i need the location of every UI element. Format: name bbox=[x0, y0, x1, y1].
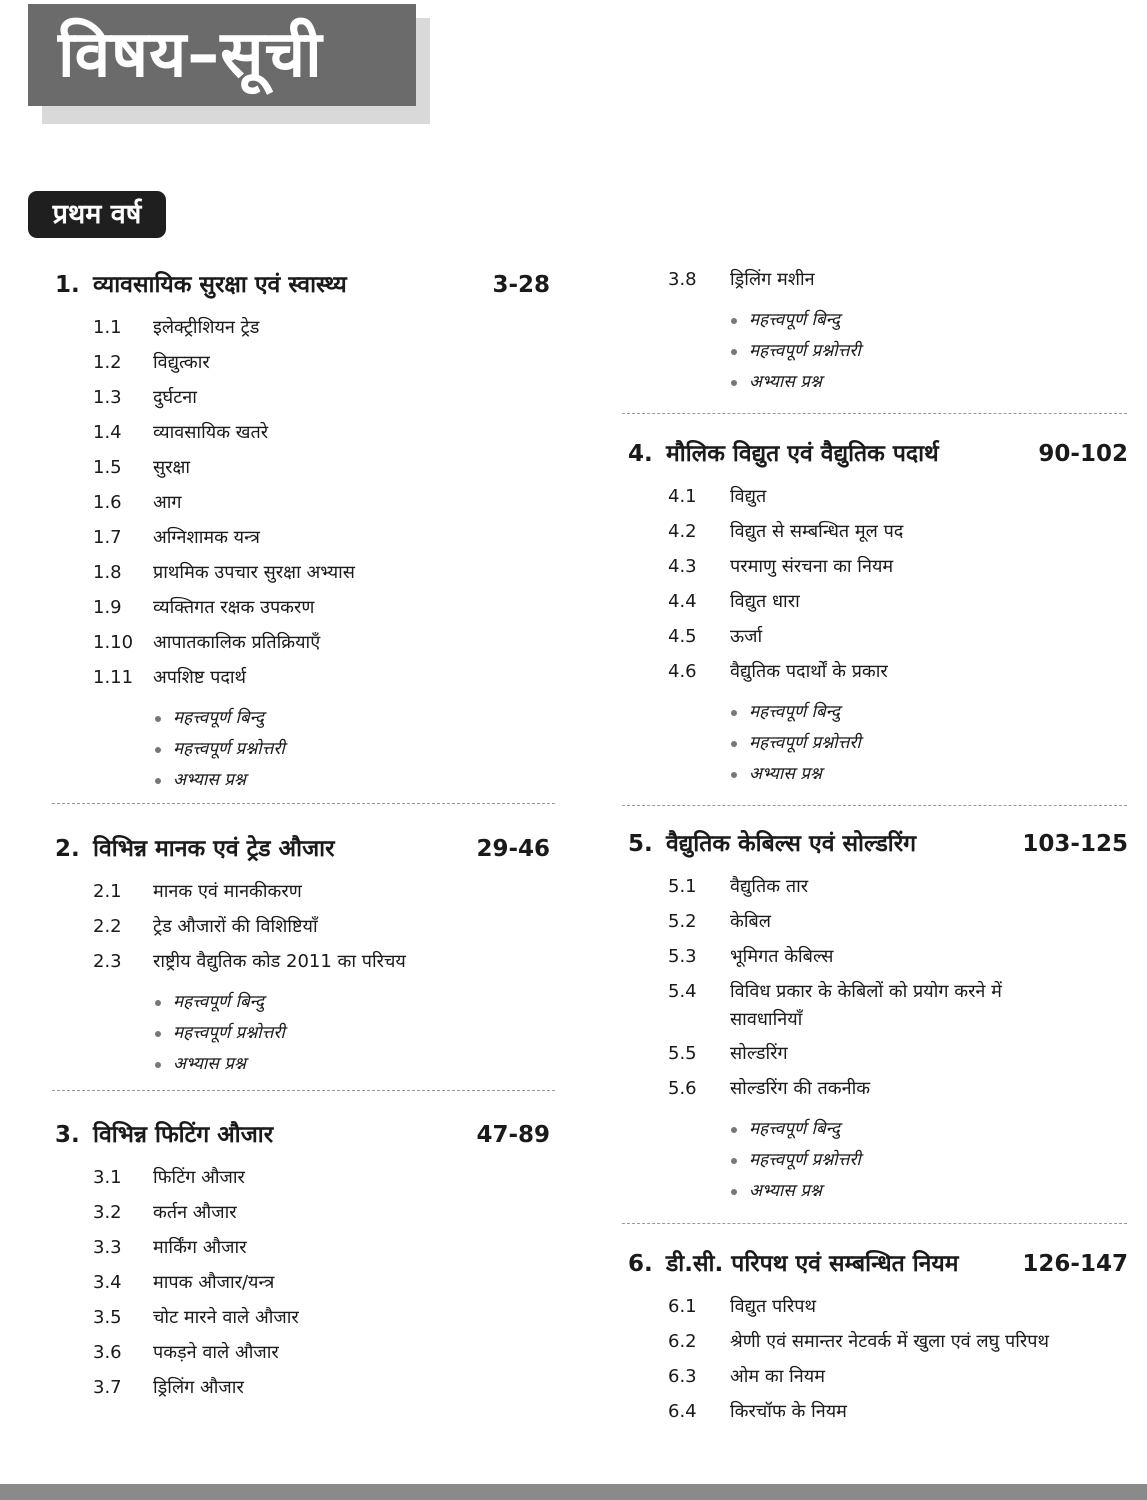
chapter-pages: 3-28 bbox=[492, 272, 550, 298]
entry-label: वैद्युतिक तार bbox=[730, 876, 809, 897]
chapter-extras bbox=[55, 703, 555, 796]
entry-label: दुर्घटना bbox=[153, 387, 197, 408]
chapter-heading[interactable] bbox=[628, 437, 1128, 471]
entry-number: 5.3 bbox=[668, 946, 697, 967]
section-divider bbox=[622, 1223, 1127, 1224]
chapter-pages: 29-46 bbox=[476, 836, 550, 862]
extra-label: महत्त्वपूर्ण प्रश्नोत्तरी bbox=[173, 1023, 285, 1043]
chapter-extras bbox=[55, 987, 555, 1080]
chapter-pages: 90-102 bbox=[1038, 441, 1128, 467]
chapter-1 bbox=[55, 268, 555, 796]
entry-number: 1.11 bbox=[93, 667, 134, 688]
entry-number: 6.3 bbox=[668, 1366, 697, 1387]
chapter-heading[interactable] bbox=[55, 1118, 555, 1152]
entry-number: 1.1 bbox=[93, 317, 122, 338]
entry-number: 1.7 bbox=[93, 527, 122, 548]
toc-extra[interactable] bbox=[55, 703, 555, 734]
toc-extra[interactable] bbox=[628, 1176, 1128, 1207]
chapter-number: 4. bbox=[628, 441, 653, 467]
entry-number: 1.9 bbox=[93, 597, 122, 618]
toc-extra[interactable] bbox=[628, 1114, 1128, 1145]
toc-extra[interactable] bbox=[55, 765, 555, 796]
entry-number: 3.5 bbox=[93, 1307, 122, 1328]
toc-entry[interactable] bbox=[55, 1230, 555, 1265]
chapter-title: व्यावसायिक सुरक्षा एवं स्वास्थ्य bbox=[93, 272, 347, 298]
toc-entry[interactable] bbox=[55, 415, 555, 450]
extra-label: अभ्यास प्रश्न bbox=[173, 1054, 246, 1074]
toc-entry[interactable] bbox=[628, 1324, 1128, 1359]
entry-number: 4.2 bbox=[668, 521, 697, 542]
entry-label: राष्ट्रीय वैद्युतिक कोड 2011 का परिचय bbox=[153, 951, 406, 972]
extra-label: अभ्यास प्रश्न bbox=[749, 372, 822, 392]
entry-label: ओम का नियम bbox=[730, 1366, 825, 1387]
year-badge: प्रथम वर्ष bbox=[28, 191, 166, 238]
entry-label: चोट मारने वाले औजार bbox=[153, 1307, 299, 1328]
entry-label: कर्तन औजार bbox=[153, 1202, 237, 1223]
entry-number: 5.2 bbox=[668, 911, 697, 932]
entry-number: 4.1 bbox=[668, 486, 697, 507]
entry-label: अग्निशामक यन्त्र bbox=[153, 527, 260, 548]
entry-label: श्रेणी एवं समान्तर नेटवर्क में खुला एवं लघु परिपथ bbox=[730, 1331, 1049, 1352]
entry-label: मार्किंग औजार bbox=[153, 1237, 247, 1258]
chapter-extras bbox=[628, 305, 1128, 398]
entry-number: 5.1 bbox=[668, 876, 697, 897]
entry-number: 3.8 bbox=[668, 269, 697, 290]
bullet-icon bbox=[155, 778, 161, 784]
toc-entry[interactable] bbox=[55, 1160, 555, 1195]
bullet-icon bbox=[731, 710, 737, 716]
toc-entry[interactable] bbox=[628, 1071, 1128, 1106]
toc-entry[interactable] bbox=[628, 514, 1128, 549]
chapter-title: विभिन्न मानक एवं ट्रेड औजार bbox=[93, 836, 335, 862]
entry-number: 1.4 bbox=[93, 422, 122, 443]
toc-extra[interactable] bbox=[628, 367, 1128, 398]
entry-label: प्राथमिक उपचार सुरक्षा अभ्यास bbox=[153, 562, 355, 583]
entry-label: अपशिष्ट पदार्थ bbox=[153, 667, 247, 688]
chapter-pages: 103-125 bbox=[1022, 831, 1128, 857]
entry-number: 5.4 bbox=[668, 981, 697, 1002]
bullet-icon bbox=[155, 1031, 161, 1037]
entry-label: मानक एवं मानकीकरण bbox=[153, 881, 302, 902]
toc-entry[interactable] bbox=[55, 485, 555, 520]
extra-label: महत्त्वपूर्ण प्रश्नोत्तरी bbox=[749, 341, 861, 361]
toc-extra[interactable] bbox=[628, 1145, 1128, 1176]
chapter-number: 2. bbox=[55, 836, 80, 862]
section-divider bbox=[622, 805, 1127, 806]
entry-label: ऊर्जा bbox=[730, 626, 763, 647]
footer-bar bbox=[0, 1484, 1147, 1500]
chapter-4 bbox=[628, 437, 1128, 790]
bullet-icon bbox=[731, 318, 737, 324]
entry-label: व्यक्तिगत रक्षक उपकरण bbox=[153, 597, 315, 618]
chapter-extras bbox=[628, 1114, 1128, 1207]
toc-entry[interactable] bbox=[55, 310, 555, 345]
entry-number: 3.2 bbox=[93, 1202, 122, 1223]
toc-extra[interactable] bbox=[628, 305, 1128, 336]
entry-label: भूमिगत केबिल्स bbox=[730, 946, 834, 967]
toc-entry[interactable] bbox=[628, 939, 1128, 974]
entry-number: 6.2 bbox=[668, 1331, 697, 1352]
bullet-icon bbox=[155, 747, 161, 753]
entry-number: 1.8 bbox=[93, 562, 122, 583]
chapter-6 bbox=[628, 1247, 1128, 1429]
toc-entry[interactable] bbox=[55, 660, 555, 695]
entry-number: 3.1 bbox=[93, 1167, 122, 1188]
entry-label: विविध प्रकार के केबिलों को प्रयोग करने में सावधानियाँ bbox=[730, 981, 1002, 1030]
entry-label: केबिल bbox=[730, 911, 771, 932]
toc-entry[interactable] bbox=[55, 1195, 555, 1230]
entry-number: 1.10 bbox=[93, 632, 134, 653]
chapter-5 bbox=[628, 827, 1128, 1207]
toc-entry[interactable] bbox=[628, 584, 1128, 619]
toc-extra[interactable] bbox=[55, 987, 555, 1018]
bullet-icon bbox=[731, 380, 737, 386]
entry-label: किरचॉफ के नियम bbox=[730, 1401, 847, 1422]
entry-number: 6.1 bbox=[668, 1296, 697, 1317]
chapter-number: 5. bbox=[628, 831, 653, 857]
entry-number: 2.1 bbox=[93, 881, 122, 902]
entry-label: विद्युत्कार bbox=[153, 352, 210, 373]
toc-entry[interactable] bbox=[628, 869, 1128, 904]
entry-label: वैद्युतिक पदार्थों के प्रकार bbox=[730, 661, 888, 682]
extra-label: महत्त्वपूर्ण बिन्दु bbox=[173, 708, 264, 728]
entry-label: परमाणु संरचना का नियम bbox=[730, 556, 894, 577]
toc-extra[interactable] bbox=[628, 336, 1128, 367]
chapter-heading[interactable] bbox=[55, 268, 555, 302]
entry-number: 1.5 bbox=[93, 457, 122, 478]
toc-extra[interactable] bbox=[628, 759, 1128, 790]
entry-label: आपातकालिक प्रतिक्रियाएँ bbox=[153, 632, 321, 653]
entry-label: सोल्डरिंग की तकनीक bbox=[730, 1078, 871, 1099]
toc-entry[interactable] bbox=[55, 874, 555, 909]
bullet-icon bbox=[731, 1127, 737, 1133]
toc-entry[interactable] bbox=[55, 944, 555, 979]
entry-number: 2.2 bbox=[93, 916, 122, 937]
entry-label: व्यावसायिक खतरे bbox=[153, 422, 269, 443]
bullet-icon bbox=[155, 1062, 161, 1068]
chapter-title: विभिन्न फिटिंग औजार bbox=[93, 1122, 274, 1148]
toc-entry[interactable] bbox=[628, 619, 1128, 654]
bullet-icon bbox=[731, 772, 737, 778]
toc-extra[interactable] bbox=[55, 1049, 555, 1080]
entry-label: ट्रेड औजारों की विशिष्टियाँ bbox=[153, 916, 318, 937]
entry-label: आग bbox=[153, 492, 182, 513]
extra-label: महत्त्वपूर्ण प्रश्नोत्तरी bbox=[749, 1150, 861, 1170]
chapter-title: डी.सी. परिपथ एवं सम्बन्धित नियम bbox=[666, 1251, 959, 1277]
entry-number: 3.4 bbox=[93, 1272, 122, 1293]
toc-extra[interactable] bbox=[55, 734, 555, 765]
section-divider bbox=[52, 803, 555, 804]
toc-entry[interactable] bbox=[628, 654, 1128, 689]
toc-entry[interactable] bbox=[628, 479, 1128, 514]
chapter-title: वैद्युतिक केबिल्स एवं सोल्डरिंग bbox=[666, 831, 917, 857]
entry-label: मापक औजार/यन्त्र bbox=[153, 1272, 275, 1293]
toc-extra[interactable] bbox=[628, 697, 1128, 728]
extra-label: महत्त्वपूर्ण बिन्दु bbox=[749, 702, 840, 722]
toc-extra[interactable] bbox=[55, 1018, 555, 1049]
entry-label: सुरक्षा bbox=[153, 457, 191, 478]
chapter-3-continued bbox=[628, 262, 1128, 398]
entry-number: 3.7 bbox=[93, 1377, 122, 1398]
bullet-icon bbox=[155, 716, 161, 722]
extra-label: महत्त्वपूर्ण प्रश्नोत्तरी bbox=[749, 733, 861, 753]
entry-number: 3.6 bbox=[93, 1342, 122, 1363]
toc-entry[interactable] bbox=[55, 345, 555, 380]
chapter-heading[interactable] bbox=[628, 1247, 1128, 1281]
bullet-icon bbox=[731, 741, 737, 747]
entry-number: 5.6 bbox=[668, 1078, 697, 1099]
toc-entry[interactable] bbox=[55, 909, 555, 944]
chapter-number: 3. bbox=[55, 1122, 80, 1148]
toc-entry[interactable] bbox=[628, 1289, 1128, 1324]
chapter-extras bbox=[628, 697, 1128, 790]
extra-label: अभ्यास प्रश्न bbox=[749, 764, 822, 784]
toc-entry[interactable] bbox=[628, 1394, 1128, 1429]
extra-label: अभ्यास प्रश्न bbox=[749, 1181, 822, 1201]
chapter-pages: 126-147 bbox=[1022, 1251, 1128, 1277]
toc-entry[interactable] bbox=[628, 974, 1128, 1036]
bullet-icon bbox=[731, 1189, 737, 1195]
entry-label: विद्युत परिपथ bbox=[730, 1296, 816, 1317]
entry-label: विद्युत bbox=[730, 486, 767, 507]
entry-number: 4.5 bbox=[668, 626, 697, 647]
chapter-number: 1. bbox=[55, 272, 80, 298]
chapter-heading[interactable] bbox=[628, 827, 1128, 861]
entry-label: विद्युत से सम्बन्धित मूल पद bbox=[730, 521, 904, 542]
toc-entry[interactable] bbox=[55, 1335, 555, 1370]
toc-entry[interactable] bbox=[55, 1370, 555, 1405]
entry-label: विद्युत धारा bbox=[730, 591, 800, 612]
bullet-icon bbox=[731, 349, 737, 355]
section-divider bbox=[52, 1090, 555, 1091]
extra-label: महत्त्वपूर्ण बिन्दु bbox=[749, 1119, 840, 1139]
entry-label: फिटिंग औजार bbox=[153, 1167, 245, 1188]
section-divider bbox=[622, 413, 1127, 414]
toc-entry[interactable] bbox=[55, 625, 555, 660]
chapter-pages: 47-89 bbox=[476, 1122, 550, 1148]
chapter-3 bbox=[55, 1118, 555, 1405]
entry-label: ड्रिलिंग औजार bbox=[153, 1377, 244, 1398]
entry-number: 2.3 bbox=[93, 951, 122, 972]
chapter-number: 6. bbox=[628, 1251, 653, 1277]
page-title: विषय–सूची bbox=[28, 4, 416, 106]
toc-entry[interactable] bbox=[55, 380, 555, 415]
bullet-icon bbox=[731, 1158, 737, 1164]
extra-label: महत्त्वपूर्ण बिन्दु bbox=[749, 310, 840, 330]
entry-number: 3.3 bbox=[93, 1237, 122, 1258]
extra-label: महत्त्वपूर्ण प्रश्नोत्तरी bbox=[173, 739, 285, 759]
entry-number: 4.6 bbox=[668, 661, 697, 682]
toc-entry[interactable] bbox=[55, 590, 555, 625]
chapter-title: मौलिक विद्युत एवं वैद्युतिक पदार्थ bbox=[666, 441, 939, 467]
bullet-icon bbox=[155, 1000, 161, 1006]
toc-entry[interactable] bbox=[628, 904, 1128, 939]
toc-entry[interactable] bbox=[55, 520, 555, 555]
entry-number: 1.6 bbox=[93, 492, 122, 513]
toc-extra[interactable] bbox=[628, 728, 1128, 759]
toc-entry[interactable] bbox=[55, 450, 555, 485]
toc-entry[interactable] bbox=[55, 1300, 555, 1335]
toc-entry[interactable] bbox=[628, 549, 1128, 584]
entry-number: 6.4 bbox=[668, 1401, 697, 1422]
entry-label: पकड़ने वाले औजार bbox=[153, 1342, 279, 1363]
entry-label: इलेक्ट्रीशियन ट्रेड bbox=[153, 317, 260, 338]
entry-number: 5.5 bbox=[668, 1043, 697, 1064]
toc-entry[interactable] bbox=[55, 1265, 555, 1300]
entry-label: सोल्डरिंग bbox=[730, 1043, 788, 1064]
extra-label: अभ्यास प्रश्न bbox=[173, 770, 246, 790]
toc-entry[interactable] bbox=[628, 1359, 1128, 1394]
entry-label: ड्रिलिंग मशीन bbox=[730, 269, 815, 290]
entry-number: 4.4 bbox=[668, 591, 697, 612]
entry-number: 1.3 bbox=[93, 387, 122, 408]
toc-entry[interactable] bbox=[55, 555, 555, 590]
entry-number: 4.3 bbox=[668, 556, 697, 577]
chapter-2 bbox=[55, 832, 555, 1080]
chapter-heading[interactable] bbox=[55, 832, 555, 866]
extra-label: महत्त्वपूर्ण बिन्दु bbox=[173, 992, 264, 1012]
toc-entry[interactable] bbox=[628, 1036, 1128, 1071]
entry-number: 1.2 bbox=[93, 352, 122, 373]
toc-entry[interactable] bbox=[628, 262, 1128, 297]
